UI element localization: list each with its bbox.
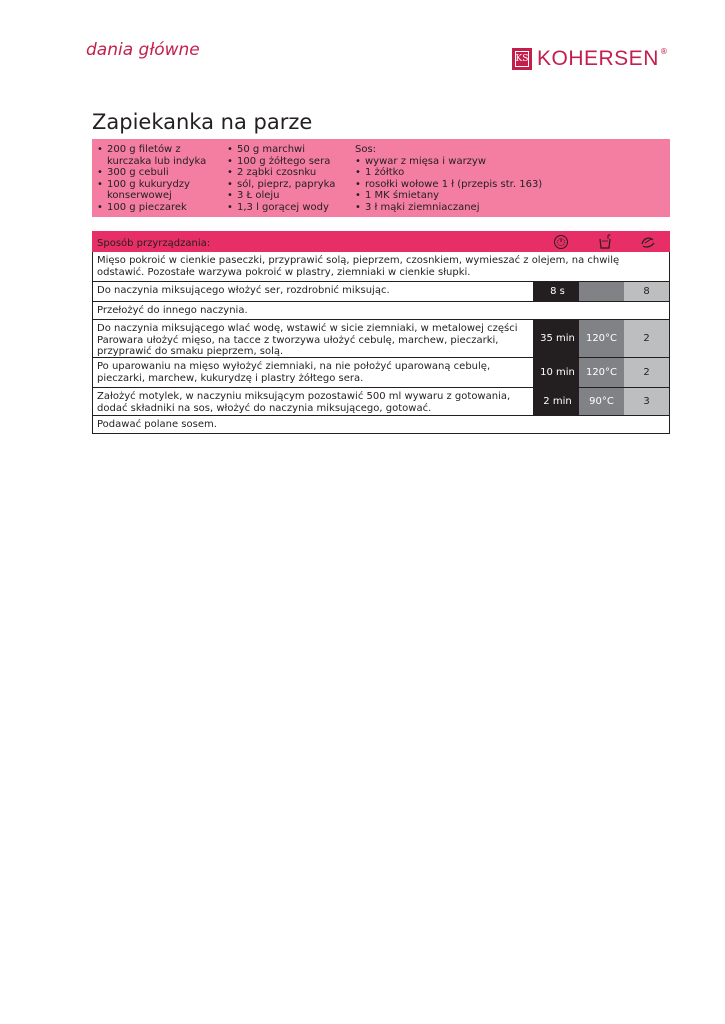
step-row <box>92 388 670 416</box>
step-text: Do naczynia miksującego włożyć ser, rozdrobnić miksując. <box>97 285 390 296</box>
ingredient-item: • 1,3 l gorącej wody <box>227 202 352 214</box>
step-text: Do naczynia miksującego wlać wodę, wstawić w sicie ziemniaki, w metalowej części Parowara ułożyć mięso, na tacce z tworzywa ułożyć cebulę, marchew, pieczarki, przyprawić do smaku pieprzem, solą. <box>97 323 518 357</box>
temperature-cell: 120°C <box>579 320 624 357</box>
ingredient-item: • 2 ząbki czosnku <box>227 167 352 179</box>
sauce-item: • 1 żółtko <box>355 167 655 179</box>
temperature-cell: 120°C <box>579 358 624 387</box>
sauce-item: • 3 ł mąki ziemniaczanej <box>355 202 655 214</box>
speed-cell: 3 <box>624 388 669 415</box>
brand-mark: KS <box>512 48 532 70</box>
sauce-item: • 1 MK śmietany <box>355 190 655 202</box>
speed-cell: 8 <box>624 282 669 301</box>
step-row <box>92 252 670 282</box>
time-cell: 8 s <box>533 282 579 301</box>
step-settings <box>533 320 669 357</box>
temperature-cell <box>579 282 624 301</box>
brand-logo <box>512 47 668 71</box>
preparation-label: Sposób przyrządzania: <box>97 238 211 249</box>
brand-name: KOHERSEN <box>537 47 659 70</box>
ingredients-column-2 <box>227 144 352 213</box>
step-text: Przełożyć do innego naczynia. <box>97 305 248 316</box>
speed-cell: 2 <box>624 320 669 357</box>
step-row <box>92 358 670 388</box>
registered-mark: ® <box>659 46 668 56</box>
step-text: Podawać polane sosem. <box>97 419 217 430</box>
time-cell: 35 min <box>533 320 579 357</box>
ingredient-item: • 50 g marchwi <box>227 144 352 156</box>
ingredients-column-1 <box>97 144 227 213</box>
step-row <box>92 282 670 302</box>
sauce-item: • wywar z mięsa i warzyw <box>355 156 655 168</box>
preparation-steps <box>92 252 670 434</box>
ingredient-item: • sól, pieprz, papryka <box>227 179 352 191</box>
ingredient-item: • 300 g cebuli <box>97 167 227 179</box>
timer-icon <box>553 234 569 250</box>
recipe-title: Zapiekanka na parze <box>92 110 313 134</box>
speed-cell: 2 <box>624 358 669 387</box>
time-cell: 10 min <box>533 358 579 387</box>
ingredients-panel <box>92 139 670 217</box>
temperature-cell: 90°C <box>579 388 624 415</box>
sauce-item: • rosołki wołowe 1 ł (przepis str. 163) <box>355 179 655 191</box>
step-row <box>92 416 670 434</box>
step-row <box>92 302 670 320</box>
sauce-column <box>355 144 655 213</box>
time-cell: 2 min <box>533 388 579 415</box>
speed-icon <box>640 234 656 250</box>
step-settings <box>533 358 669 387</box>
step-row <box>92 320 670 358</box>
step-settings <box>533 388 669 415</box>
sauce-label: Sos: <box>355 144 377 155</box>
ingredient-item: • 100 g żółtego sera <box>227 156 352 168</box>
thermometer-bowl-icon <box>597 234 613 250</box>
ingredient-item: • 100 g kukurydzy konserwowej <box>97 179 227 202</box>
step-text: Po uparowaniu na mięso wyłożyć ziemniaki, na nie położyć uparowaną cebulę, pieczarki, marchew, kukurydzę i plastry żółtego sera. <box>97 361 491 384</box>
category-label: dania główne <box>86 40 200 60</box>
step-settings <box>533 282 669 301</box>
step-text: Założyć motylek, w naczyniu miksującym pozostawić 500 ml wywaru z gotowania, dodać składniki na sos, włożyć do naczynia miksującego, gotować. <box>97 391 511 414</box>
ingredient-item: • 100 g pieczarek <box>97 202 227 214</box>
ingredient-item: • 3 Ł oleju <box>227 190 352 202</box>
step-text: Mięso pokroić w cienkie paseczki, przyprawić solą, pieprzem, czosnkiem, wymieszać z olejem, na chwilę odstawić. Pozostałe warzywa pokroić w plastry, ziemniaki w cienkie słupki. <box>97 255 620 278</box>
preparation-header <box>92 231 670 252</box>
ingredient-item: • 200 g filetów z kurczaka lub indyka <box>97 144 227 167</box>
